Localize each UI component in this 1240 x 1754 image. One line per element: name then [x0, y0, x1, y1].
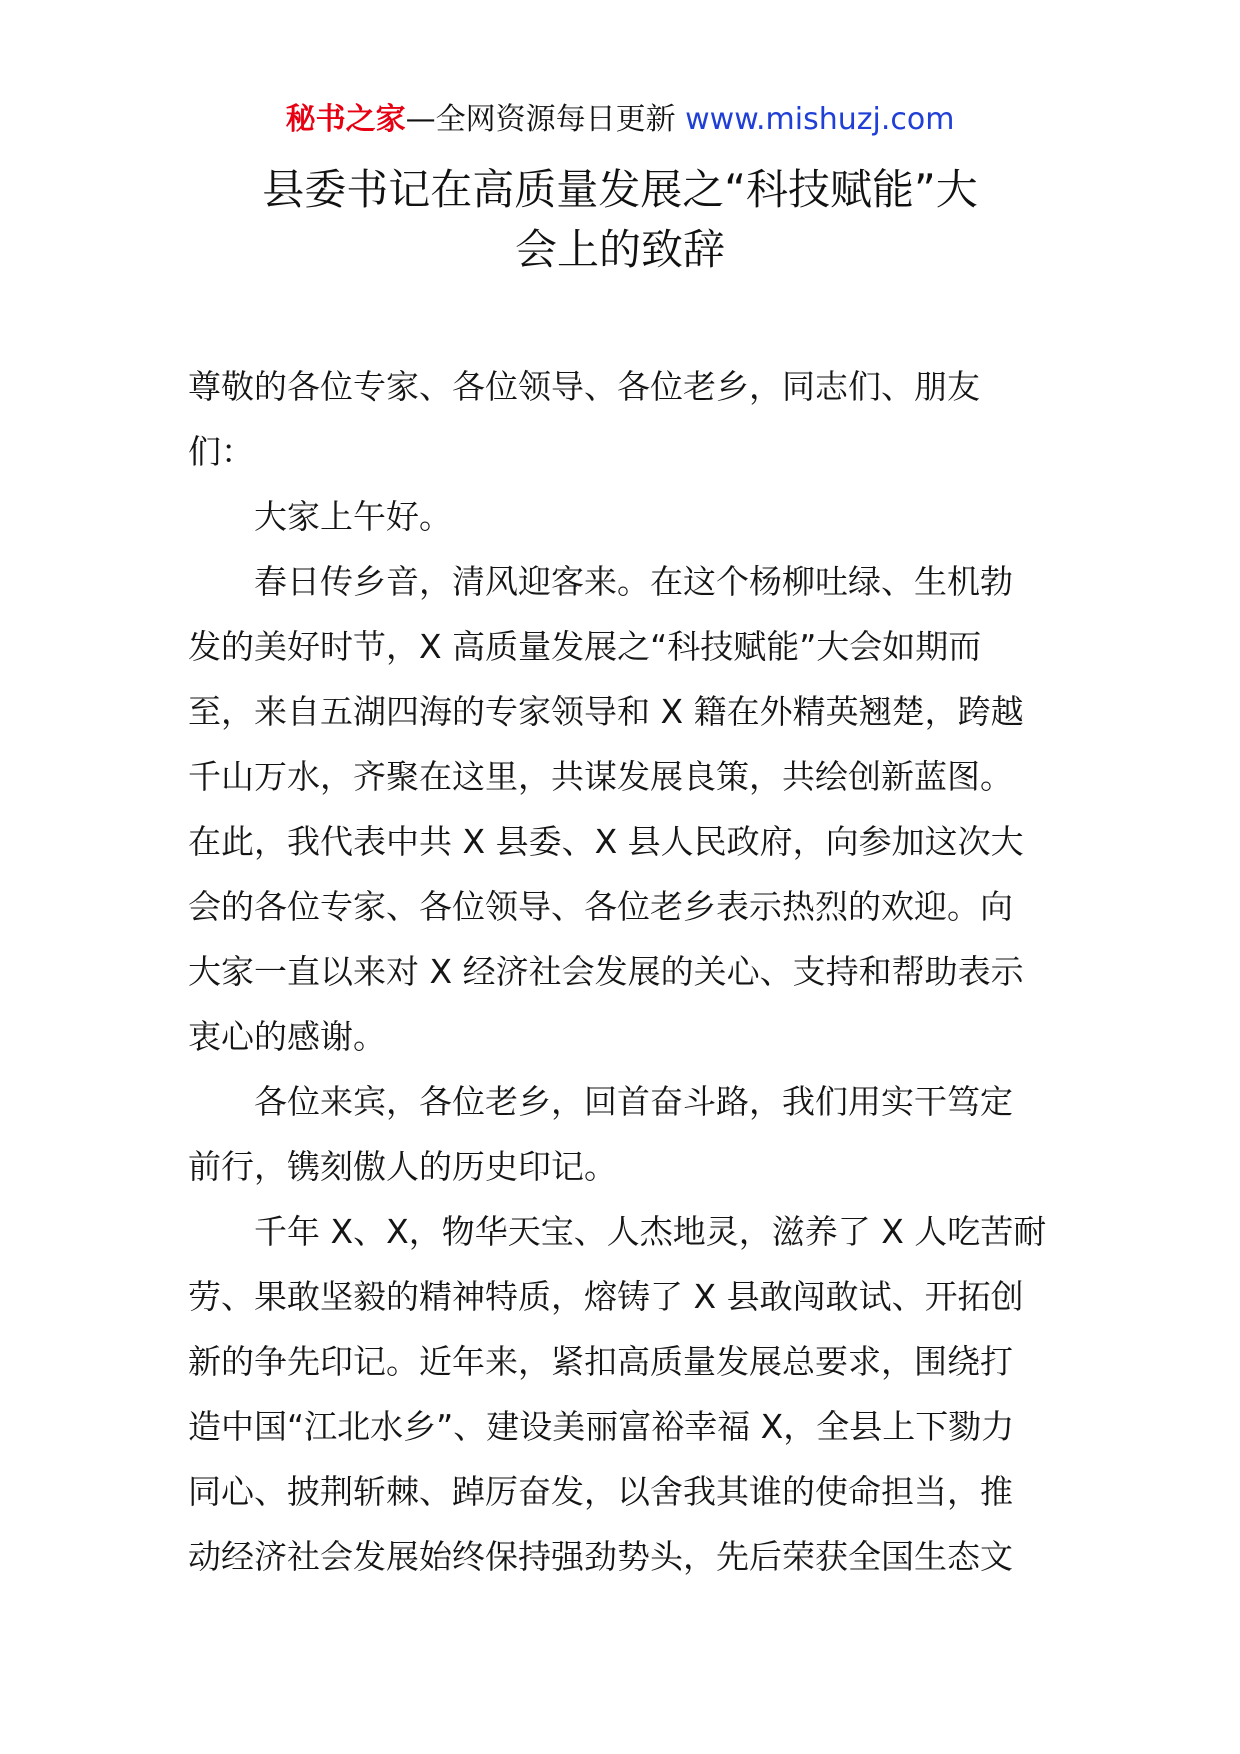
body-line: 动经济社会发展始终保持强劲势头，先后荣获全国生态文	[188, 1537, 1013, 1576]
body-line: 前行，镌刻傲人的历史印记。	[188, 1147, 617, 1186]
body-line: 同心、披荆斩棘、踔厉奋发，以舍我其谁的使命担当，推	[188, 1472, 1013, 1511]
body-line: 在此，我代表中共 X 县委、X 县人民政府，向参加这次大	[188, 822, 1024, 861]
document-title	[140, 160, 1100, 280]
body-line: 尊敬的各位专家、各位领导、各位老乡，同志们、朋友	[188, 367, 980, 406]
site-url-link[interactable]: www.mishuzj.com	[685, 102, 955, 137]
body-line: 衷心的感谢。	[188, 1017, 386, 1056]
body-line: 大家一直以来对 X 经济社会发展的关心、支持和帮助表示	[188, 952, 1024, 991]
title-line-1: 县委书记在高质量发展之“科技赋能”大	[262, 165, 978, 214]
site-brand: 秘书之家	[285, 102, 406, 137]
body-line: 造中国“江北水乡”、建设美丽富裕幸福 X，全县上下勠力	[188, 1407, 1015, 1446]
body-line: 至，来自五湖四海的专家领导和 X 籍在外精英翘楚，跨越	[188, 692, 1024, 731]
body-line: 千山万水，齐聚在这里，共谋发展良策，共绘创新蓝图。	[188, 757, 1013, 796]
body-line: 们：	[188, 432, 254, 471]
title-line-2: 会上的致辞	[514, 225, 725, 274]
body-line: 新的争先印记。近年来，紧扣高质量发展总要求，围绕打	[188, 1342, 1013, 1381]
body-line: 会的各位专家、各位领导、各位老乡表示热烈的欢迎。向	[188, 887, 1013, 926]
body-line: 发的美好时节，X 高质量发展之“科技赋能”大会如期而	[188, 627, 982, 666]
body-line: 大家上午好。	[254, 497, 452, 536]
site-header	[0, 100, 1240, 140]
body-line: 劳、果敢坚毅的精神特质，熔铸了 X 县敢闯敢试、开拓创	[188, 1277, 1024, 1316]
body-line: 各位来宾，各位老乡，回首奋斗路，我们用实干笃定	[254, 1082, 1013, 1121]
body-line: 春日传乡音，清风迎客来。在这个杨柳吐绿、生机勃	[254, 562, 1013, 601]
document-body	[188, 354, 1058, 1589]
site-tagline: —全网资源每日更新	[405, 102, 676, 137]
body-line: 千年 X、X，物华天宝、人杰地灵，滋养了 X 人吃苦耐	[254, 1212, 1047, 1251]
